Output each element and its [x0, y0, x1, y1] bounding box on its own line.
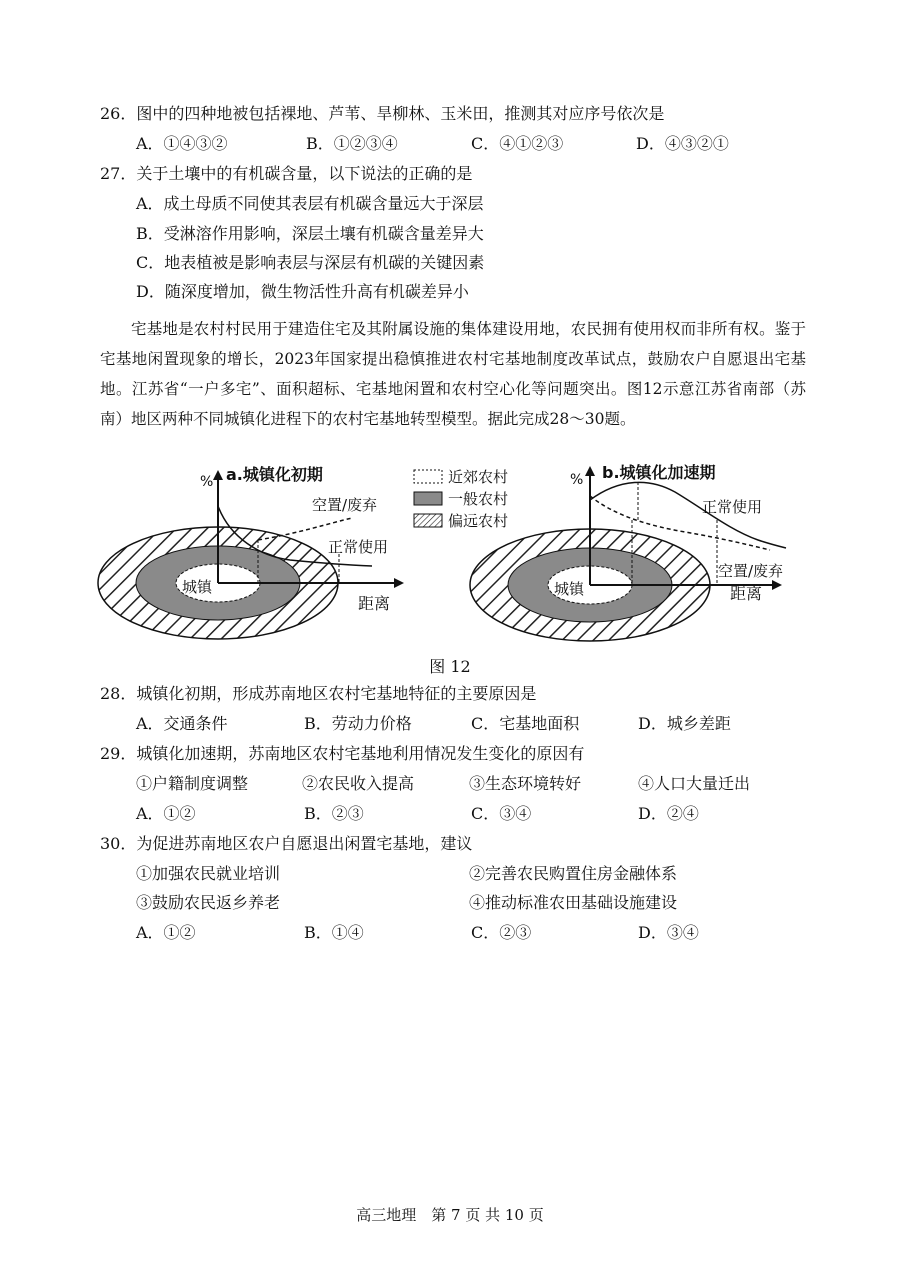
q30-item-3: ③鼓励农民返乡养老 — [136, 893, 281, 912]
panel-a-normal-label: 正常使用 — [328, 538, 389, 556]
legend-general: 一般农村 — [448, 490, 509, 508]
q30-item-2: ②完善农民购置住房金融体系 — [469, 864, 678, 883]
panel-b-y-axis-label: % — [570, 472, 584, 488]
q30-option-d: D．③④ — [638, 923, 699, 942]
legend-swatch-general — [414, 492, 442, 505]
q29-option-a: A．①② — [136, 804, 196, 823]
q28-option-b: B．劳动力价格 — [304, 714, 412, 733]
q28-stem: 28．城镇化初期，形成苏南地区农村宅基地特征的主要原因是 — [100, 684, 537, 703]
panel-a-x-axis-label: 距离 — [358, 594, 391, 613]
q29-option-d: D．②④ — [638, 804, 699, 823]
panel-a — [98, 465, 402, 639]
q29-item-4: ④人口大量迁出 — [638, 774, 751, 793]
panel-b-x-axis-label: 距离 — [730, 584, 763, 603]
q26-option-d: D．④③②① — [636, 134, 729, 153]
q30-option-c: C．②③ — [471, 923, 532, 942]
q30-option-a: A．①② — [136, 923, 196, 942]
legend-suburban: 近郊农村 — [448, 468, 509, 486]
q27-option-a: A．成土母质不同使其表层有机碳含量远大于深层 — [136, 194, 484, 213]
q29-option-c: C．③④ — [471, 804, 532, 823]
q27-option-d: D．随深度增加，微生物活性升高有机碳差异小 — [136, 282, 469, 301]
figure-caption: 图 12 — [429, 657, 471, 676]
page-footer: 高三地理 第 7 页 共 10 页 — [356, 1206, 544, 1224]
q27-stem: 27．关于土壤中的有机碳含量，以下说法的正确的是 — [100, 164, 473, 183]
panel-b-vacant-label: 空置/废弃 — [718, 562, 784, 580]
panel-a-vacant-label: 空置/废弃 — [312, 496, 378, 514]
q29-item-1: ①户籍制度调整 — [136, 774, 249, 793]
figure-12 — [90, 458, 820, 654]
q26-stem: 26．图中的四种地被包括裸地、芦苇、旱柳林、玉米田，推测其对应序号依次是 — [100, 104, 665, 123]
q29-item-3: ③生态环境转好 — [469, 774, 582, 793]
q29-item-2: ②农民收入提高 — [302, 774, 415, 793]
legend-swatch-suburban — [414, 470, 442, 483]
q27-option-c: C．地表植被是影响表层与深层有机碳的关键因素 — [136, 253, 485, 272]
panel-b-normal-label: 正常使用 — [702, 498, 763, 516]
panel-b-title: b.城镇化加速期 — [602, 463, 716, 482]
panel-b-center-label: 城镇 — [554, 580, 585, 598]
panel-a-center-label: 城镇 — [182, 578, 213, 596]
q30-stem: 30．为促进苏南地区农户自愿退出闲置宅基地，建议 — [100, 834, 473, 853]
panel-b — [470, 463, 786, 641]
panel-a-title: a.城镇化初期 — [226, 465, 323, 484]
q30-item-1: ①加强农民就业培训 — [136, 864, 281, 883]
legend-swatch-remote — [414, 514, 442, 527]
passage-text: 宅基地是农村村民用于建造住宅及其附属设施的集体建设用地，农民拥有使用权而非所有权。鉴于宅基地闲置现象的增长，2023年国家提出稳慎推进农村宅基地制度改革试点，鼓励农户自愿退出宅基地。江苏省“一户多宅”、面积超标、宅基地闲置和农村空心化等问题突出。图12示意江苏省南部（苏南）地区两种不同城镇化进程下的农村宅基地转型模型。据此完成28～30题。 — [100, 320, 806, 428]
q30-option-b: B．①④ — [304, 923, 364, 942]
q28-option-c: C．宅基地面积 — [471, 714, 580, 733]
vacant-curve-a — [258, 518, 352, 540]
q29-stem: 29．城镇化加速期，苏南地区农村宅基地利用情况发生变化的原因有 — [100, 744, 585, 763]
q30-item-4: ④推动标准农田基础设施建设 — [469, 893, 678, 912]
q28-option-d: D．城乡差距 — [638, 714, 731, 733]
legend-remote: 偏远农村 — [448, 512, 509, 530]
q29-option-b: B．②③ — [304, 804, 364, 823]
legend — [414, 468, 508, 530]
q28-option-a: A．交通条件 — [136, 714, 228, 733]
q26-option-b: B．①②③④ — [306, 134, 398, 153]
q26-option-c: C．④①②③ — [471, 134, 564, 153]
panel-a-y-axis-label: % — [200, 474, 214, 490]
q26-option-a: A．①④③② — [136, 134, 228, 153]
q27-option-b: B．受淋溶作用影响，深层土壤有机碳含量差异大 — [136, 224, 484, 243]
